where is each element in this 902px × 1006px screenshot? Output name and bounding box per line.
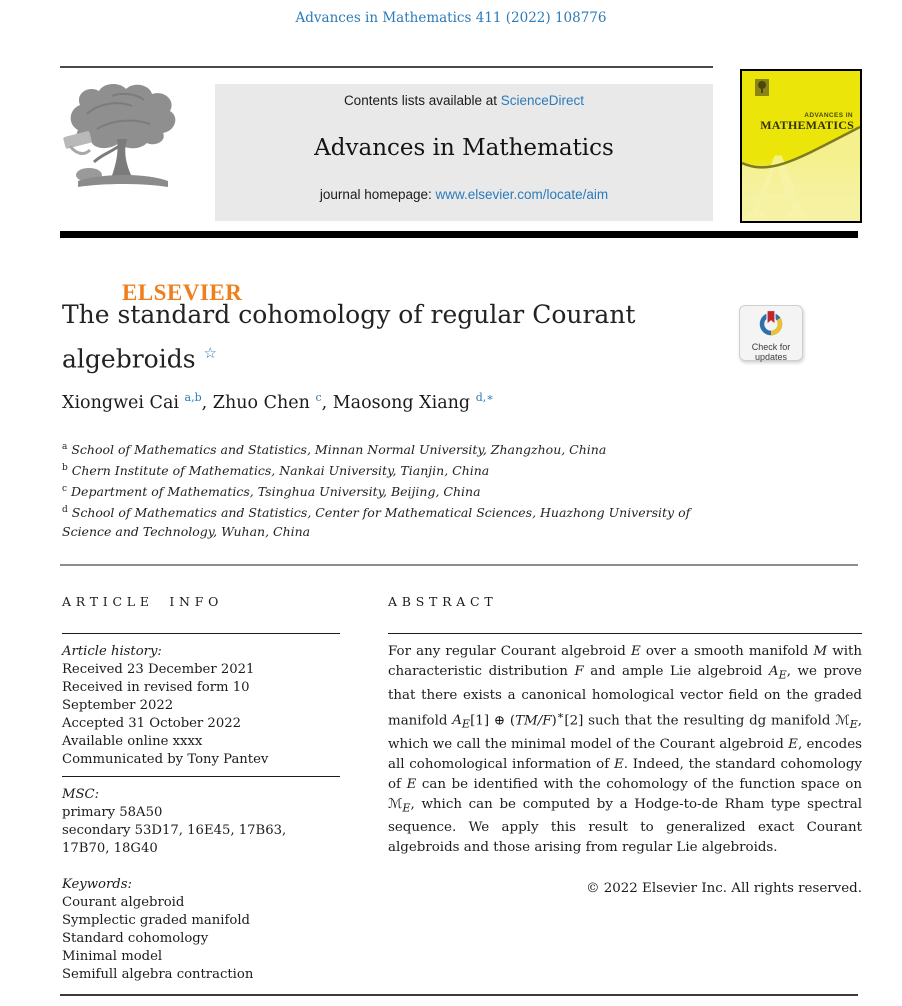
article-info-rule: [62, 633, 340, 634]
contents-line: [215, 93, 713, 108]
cover-series-line: ADVANCES IN: [804, 112, 853, 119]
affiliation-c: [62, 480, 712, 501]
sciencedirect-link[interactable]: ScienceDirect: [500, 93, 585, 108]
check-for-updates-icon: [757, 323, 785, 342]
cover-publisher-mark-icon: [755, 79, 769, 96]
keywords-block: [62, 876, 352, 984]
article-title-line2: algebroids: [62, 344, 196, 374]
abstract-heading: ABSTRACT: [388, 594, 498, 609]
affiliation-a-text: School of Mathematics and Statistics, Minnan Normal University, Zhangzhou, China: [71, 442, 607, 458]
copyright-line: © 2022 Elsevier Inc. All rights reserved.: [586, 881, 862, 896]
badge-line1: Check for: [751, 342, 791, 352]
affiliation-d-label: d: [62, 505, 68, 516]
affiliation-b-label: b: [62, 463, 68, 474]
history-line: Received in revised form 10: [62, 680, 250, 695]
affiliation-b: [62, 459, 712, 480]
affiliation-c-text: Department of Mathematics, Tsinghua University, Beijing, China: [71, 484, 481, 500]
cover-title-line: MATHEMATICS: [760, 118, 854, 132]
keyword: Semifull algebra contraction: [62, 967, 254, 982]
journal-title: Advances in Mathematics: [314, 135, 614, 161]
elsevier-logo[interactable]: [62, 84, 243, 305]
keywords-label: Keywords:: [62, 877, 132, 892]
keyword: Standard cohomology: [62, 931, 209, 946]
msc-line: primary 58A50: [62, 805, 163, 820]
abstract-rule: [388, 633, 862, 634]
history-msc-divider-rule: [62, 776, 340, 777]
history-line: Received 23 December 2021: [62, 662, 255, 677]
homepage-prefix: journal homepage:: [319, 187, 436, 202]
footer-rule: [60, 994, 858, 996]
journal-masthead-banner: [215, 84, 713, 221]
header-top-rule: [60, 66, 713, 68]
msc-label: MSC:: [62, 787, 100, 802]
keyword: Courant algebroid: [62, 895, 185, 910]
msc-block: [62, 786, 352, 858]
affiliation-b-text: Chern Institute of Mathematics, Nankai University, Tianjin, China: [71, 463, 490, 479]
abstract-text: For any regular Courant algebroid E over a smooth manifold M with characteristic distribution F and ample Lie algebroid $A_E$, we prove that there exists a canonical homological vector field on the graded manifold $A_E[1]$ ⊕ (TM/F)∗[2] such that the resulting dg manifold ℳ$_E$, which we call the minimal model of the Courant algebroid E, encodes all cohomological information of E. Indeed, the standard cohomology of E can be identified with the cohomology of the function space on ℳ$_E$, which can be computed by a Hodge-to-de Rham type spectral sequence. We apply this result to generalized exact Courant algebroids and those arising from regular Lie algebroids.: [388, 644, 862, 856]
article-history-label: Article history:: [62, 644, 162, 659]
history-line: Available online xxxx: [62, 734, 203, 749]
article-info-heading: ARTICLE INFO: [62, 594, 224, 609]
affiliation-d-text: School of Mathematics and Statistics, Center for Mathematical Sciences, Huazhong University of Science and Technology, Wuhan, China: [62, 505, 691, 539]
keyword: Symplectic graded manifold: [62, 913, 250, 928]
affiliation-a: [62, 438, 712, 459]
keyword: Minimal model: [62, 949, 163, 964]
masthead-divider-bar: [60, 231, 858, 238]
homepage-line: [215, 187, 713, 202]
affiliations: [62, 438, 712, 541]
check-for-updates-label: [740, 342, 802, 362]
article-title: [62, 295, 682, 378]
msc-line: secondary 53D17, 16E45, 17B63,: [62, 823, 287, 838]
journal-cover-thumbnail[interactable]: [740, 69, 862, 223]
article-title-line1: The standard cohomology of regular Courant: [62, 300, 636, 329]
history-line: Accepted 31 October 2022: [62, 716, 241, 731]
section-divider-rule: [60, 564, 858, 566]
history-line: September 2022: [62, 698, 174, 713]
article-history-block: [62, 643, 352, 769]
affiliation-a-label: a: [62, 442, 68, 452]
elsevier-wordmark: ELSEVIER: [122, 280, 243, 305]
title-footnote-star[interactable]: ☆: [203, 344, 217, 362]
journal-homepage-link[interactable]: www.elsevier.com/locate/aim: [435, 187, 609, 202]
history-line: Communicated by Tony Pantev: [62, 752, 269, 767]
check-for-updates-badge[interactable]: [739, 305, 803, 361]
badge-line2: updates: [754, 352, 788, 362]
msc-line: 17B70, 18G40: [62, 841, 158, 856]
affiliation-d: [62, 501, 712, 540]
affiliation-c-label: c: [62, 484, 68, 495]
contents-prefix: Contents lists available at: [343, 93, 501, 108]
elsevier-tree-icon: [62, 187, 182, 206]
running-head-citation: Advances in Mathematics 411 (2022) 108776: [295, 10, 607, 26]
author-list: Xiongwei Cai $^{a,b}$, Zhuo Chen $^c$, Maosong Xiang $^{d,∗}$: [62, 391, 494, 413]
